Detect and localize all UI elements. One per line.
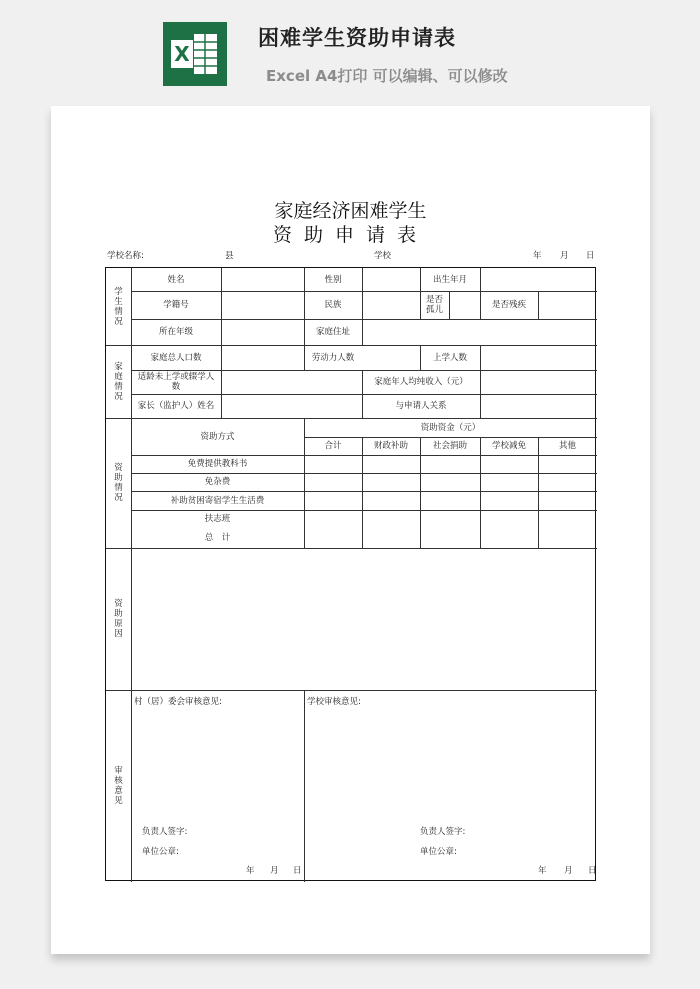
label-orphan: 是否孤儿 xyxy=(425,295,443,315)
school-month: 月 xyxy=(564,866,573,876)
section-reason: 资助原因 xyxy=(114,599,123,639)
col-donation: 社会捐助 xyxy=(432,441,467,451)
label-disabled: 是否残疾 xyxy=(491,300,526,310)
field-grade[interactable] xyxy=(221,319,304,345)
label-birth: 出生年月 xyxy=(432,274,467,285)
col-school-waiver: 学校减免 xyxy=(491,441,526,451)
field-in-school[interactable] xyxy=(480,345,597,370)
label-in-school: 上学人数 xyxy=(432,352,467,363)
field-name[interactable] xyxy=(221,268,304,291)
label-student-id: 学籍号 xyxy=(163,300,189,310)
page-title: 困难学生资助申请表 xyxy=(258,26,456,50)
village-day: 日 xyxy=(293,866,302,876)
day-label: 日 xyxy=(586,251,595,261)
excel-icon xyxy=(163,22,227,86)
field-population[interactable] xyxy=(221,345,304,370)
field-dropout[interactable] xyxy=(221,370,362,394)
field-aid-reason[interactable] xyxy=(131,548,597,690)
school-year: 年 xyxy=(538,866,547,876)
row-boarding-subsidy: 补助贫困寄宿学生生活费 xyxy=(170,495,265,506)
field-address[interactable] xyxy=(362,319,597,345)
field-disabled[interactable] xyxy=(538,291,597,319)
label-school-review: 学校审核意见: xyxy=(307,697,361,707)
school-label: 学校 xyxy=(374,251,392,261)
label-income: 家庭年人均纯收入（元） xyxy=(374,377,468,387)
label-guardian: 家长（监护人）姓名 xyxy=(137,401,215,411)
label-village-signer: 负责人签字: xyxy=(142,827,188,837)
label-village-seal: 单位公章: xyxy=(142,847,179,857)
field-orphan[interactable] xyxy=(449,291,480,319)
county-label: 县 xyxy=(225,251,234,261)
row-free-textbooks: 免费提供教科书 xyxy=(187,459,248,469)
school-name-label: 学校名称: xyxy=(107,251,144,261)
col-fiscal: 财政补助 xyxy=(373,441,408,451)
section-review: 审核意见 xyxy=(114,766,123,806)
row-aspiration-class: 扶志班 xyxy=(204,514,231,524)
field-labor[interactable] xyxy=(362,345,420,370)
section-student: 学生情况 xyxy=(114,286,123,327)
label-name: 姓名 xyxy=(167,274,185,285)
section-family: 家庭情况 xyxy=(114,361,123,402)
excel-icon-letter: X xyxy=(174,42,190,66)
field-relation[interactable] xyxy=(480,394,597,418)
label-aid-method: 资助方式 xyxy=(200,431,235,442)
paper-sheet xyxy=(51,106,650,954)
col-other: 其他 xyxy=(558,441,576,451)
field-gender[interactable] xyxy=(362,268,420,291)
school-day: 日 xyxy=(588,866,597,876)
label-population: 家庭总人口数 xyxy=(150,352,202,363)
label-grade: 所在年级 xyxy=(158,327,193,337)
label-labor: 劳动力人数 xyxy=(311,352,355,363)
label-gender: 性别 xyxy=(324,274,342,285)
field-birth[interactable] xyxy=(480,268,597,291)
col-total: 合计 xyxy=(324,441,342,451)
form-title-line1: 家庭经济困难学生 xyxy=(274,200,427,222)
label-dropout: 适龄未上学或辍学人数 xyxy=(137,372,215,392)
row-fee-waiver: 免杂费 xyxy=(204,477,231,487)
field-student-id[interactable] xyxy=(221,291,304,319)
row-grand-total: 总 计 xyxy=(204,533,231,543)
field-income[interactable] xyxy=(480,370,597,394)
label-village-review: 村（居）委会审核意见: xyxy=(134,697,222,707)
form-title-line2: 资助申请表 xyxy=(272,224,428,246)
field-ethnicity[interactable] xyxy=(362,291,420,319)
label-ethnicity: 民族 xyxy=(324,300,342,310)
field-guardian[interactable] xyxy=(221,394,362,418)
page-subtitle: Excel A4打印 可以编辑、可以修改 xyxy=(266,67,508,85)
label-address: 家庭住址 xyxy=(315,327,350,337)
section-aid: 资助情况 xyxy=(114,463,123,503)
application-form-table xyxy=(105,267,596,881)
label-school-seal: 单位公章: xyxy=(420,847,457,857)
village-month: 月 xyxy=(270,866,279,876)
month-label: 月 xyxy=(560,251,569,261)
label-aid-funds: 资助资金（元） xyxy=(420,422,481,433)
label-relation: 与申请人关系 xyxy=(395,401,447,411)
year-label: 年 xyxy=(533,251,542,261)
village-year: 年 xyxy=(246,866,255,876)
label-school-signer: 负责人签字: xyxy=(420,827,466,837)
